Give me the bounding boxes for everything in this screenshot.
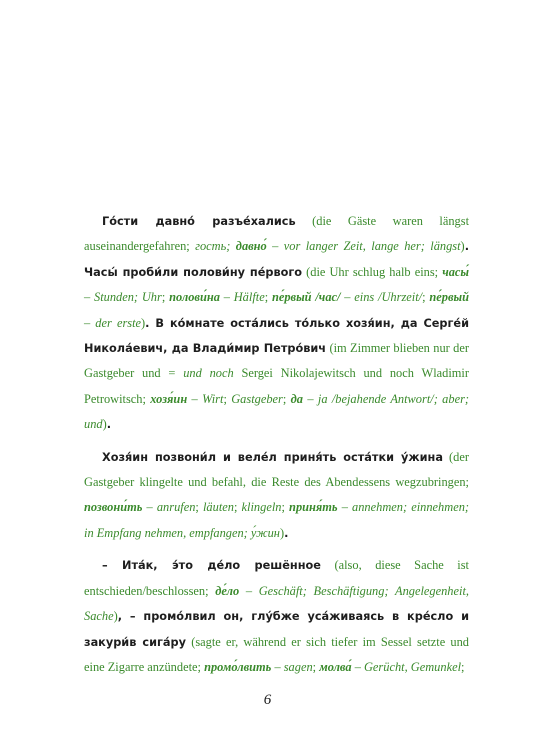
text-segment: промо́лвить bbox=[204, 659, 272, 674]
text-segment: – ja /bejahende Antwort/; aber; und bbox=[84, 391, 470, 432]
text-segment: ; bbox=[264, 290, 272, 305]
text-segment: приня́ть bbox=[289, 500, 338, 515]
text-segment: und noch bbox=[183, 366, 234, 381]
text-segment: ) bbox=[113, 609, 118, 624]
text-segment: ) bbox=[141, 315, 146, 330]
text-segment: позвони́ть bbox=[84, 500, 143, 515]
text-segment: , – промо́лвил он, глу́бже уса́живаясь в кре́сло и закури́в сига́ру bbox=[84, 610, 469, 649]
text-segment: – eins /Uhrzeit/ bbox=[340, 290, 423, 305]
text-segment: – Stunden; Uhr bbox=[84, 290, 162, 305]
text-segment: Gastgeber bbox=[231, 391, 283, 406]
text-segment: ; bbox=[281, 500, 290, 515]
text-segment: ; bbox=[282, 391, 291, 406]
text-segment: Го́сти давно́ разъе́хались bbox=[102, 215, 296, 228]
text-segment: – sagen bbox=[271, 659, 313, 674]
text-segment: ; bbox=[312, 659, 320, 674]
text-segment: – anrufen bbox=[142, 500, 196, 515]
paragraph-3 bbox=[84, 553, 469, 680]
text-segment: – der erste bbox=[84, 315, 142, 330]
text-segment: – Geschäft; Beschäftigung; Angelegenheit, Sache bbox=[84, 583, 469, 624]
text-segment: (sagte er, während er sich tiefer im Sessel setzte und eine Zigarre anzündete; bbox=[84, 634, 469, 674]
text-segment: Sergei Nikolajewitsch und noch Wladimir Petrowitsch; bbox=[84, 366, 469, 406]
text-segment: (im Zimmer blieben nur der Gastgeber und = bbox=[84, 341, 469, 381]
text-segment: давно́ bbox=[235, 239, 267, 254]
text-segment: läuten bbox=[202, 500, 234, 515]
text-segment: гость; bbox=[195, 239, 236, 254]
text-segment: (also, diese Sache ist entschieden/beschlossen; bbox=[84, 558, 469, 598]
paragraph-1 bbox=[84, 209, 469, 438]
text-segment: . bbox=[106, 418, 112, 432]
text-segment: – Wirt bbox=[187, 391, 224, 406]
paragraph-2 bbox=[84, 445, 469, 547]
text-segment: – Gerücht, Gemunkel bbox=[351, 659, 462, 674]
text-segment: молва́ bbox=[319, 659, 352, 674]
page-number: 6 bbox=[263, 692, 272, 708]
text-segment: пе́рвый bbox=[429, 290, 469, 305]
text-segment: Хозя́ин позвони́л и веле́л приня́ть оста́тки у́жина bbox=[102, 450, 443, 464]
text-segment: ; bbox=[422, 290, 430, 305]
text-segment: да bbox=[290, 391, 303, 406]
text-segment: ; bbox=[195, 500, 203, 515]
page-body bbox=[84, 209, 469, 687]
text-segment: (der Gastgeber klingelte und befahl, die Reste des Abendessens wegzubringen; bbox=[84, 449, 469, 490]
text-segment: хозя́ин bbox=[150, 391, 188, 406]
text-segment: ; bbox=[461, 659, 465, 674]
text-segment: klingeln bbox=[241, 500, 282, 515]
text-segment: (die Uhr schlug halb eins; bbox=[302, 264, 443, 279]
text-segment: ; bbox=[223, 391, 232, 406]
text-segment: – annehmen; einnehmen; in Empfang nehmen, empfangen; у́жин bbox=[84, 500, 470, 540]
text-segment: – vor langer Zeit, lange her; längst bbox=[266, 239, 461, 254]
text-segment: ; bbox=[161, 290, 170, 305]
text-segment: . В ко́мнате оста́лись то́лько хозя́ин, да Серге́й Никола́евич, да Влади́мир Петро́вич bbox=[84, 316, 469, 356]
text-segment: (die Gäste waren längst auseinandergefahren; bbox=[84, 214, 470, 254]
text-segment: полови́на bbox=[169, 290, 220, 305]
text-segment: пе́рвый /час/ bbox=[271, 290, 341, 305]
text-segment: де́ло bbox=[215, 583, 240, 598]
text-segment: часы́ bbox=[442, 264, 469, 279]
text-segment: ) bbox=[460, 239, 465, 254]
text-segment: – Hälfte bbox=[219, 290, 265, 305]
text-segment: . bbox=[284, 526, 289, 540]
text-segment: ) bbox=[279, 525, 285, 540]
text-segment: . Часы́ проби́ли полови́ну пе́рвого bbox=[84, 240, 469, 279]
text-segment: – Ита́к, э́то де́ло решённое bbox=[102, 559, 321, 573]
text-segment: ) bbox=[102, 417, 107, 432]
text-segment: ; bbox=[233, 500, 242, 515]
